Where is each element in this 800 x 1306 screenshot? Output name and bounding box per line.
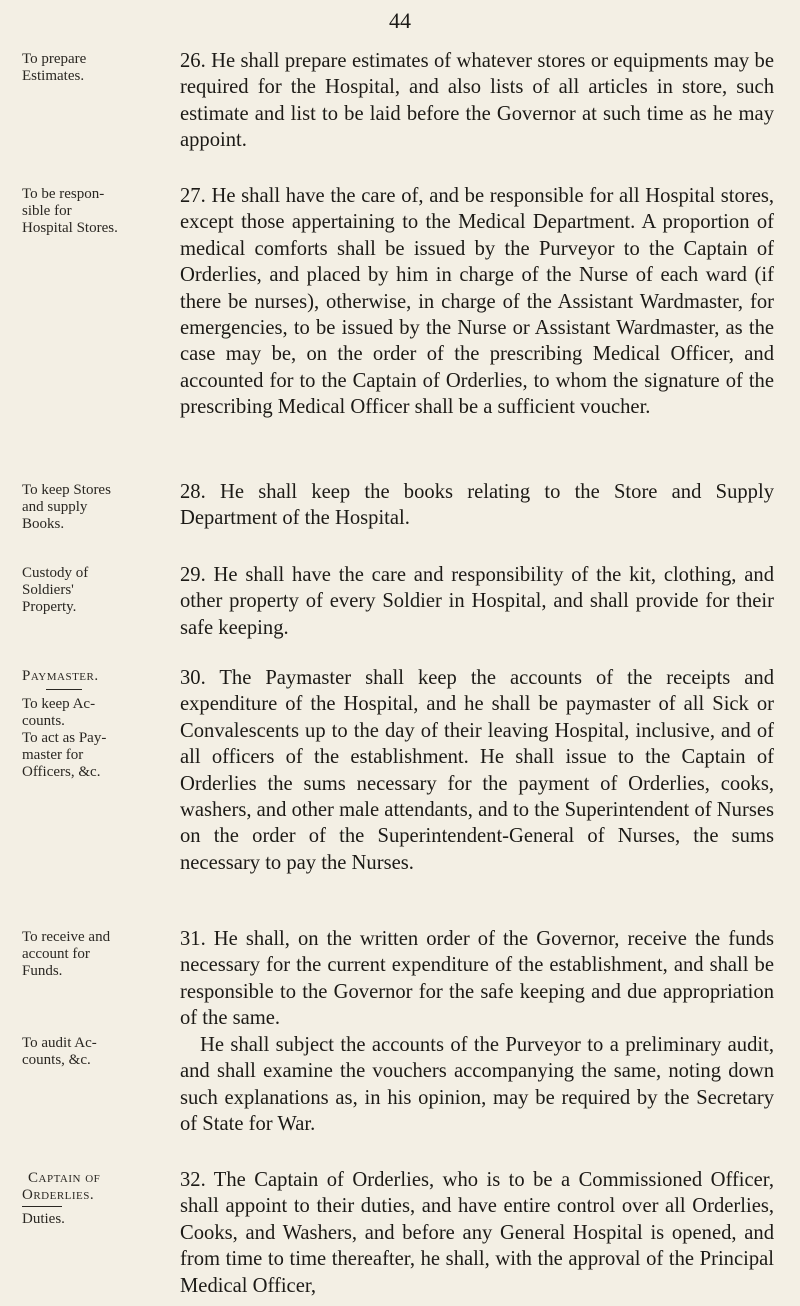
- paragraph-30: 30. The Paymaster shall keep the accounts of the receipts and expenditure of the Hospital, and he shall be paymaster of all Sick or Convalescents up to the day of their leaving Hospital, inclusive, and of all officers of the establishment. He shall issue to the Captain of Orderlies the sums necessary for the payment of Orderlies, cooks, washers, and other male attendants, and to the Superintendent of Nurses on the order of the Superintendent-General of Nurses, the sums necessary to pay the Nurses.: [180, 667, 774, 874]
- paragraph-audit: He shall subject the accounts of the Purveyor to a preliminary audit, and shall examine the vouchers accompanying the same, noting down such explanations as, in his opinion, may be required by the Secretary of State for War.: [180, 1034, 774, 1136]
- section-heading-captain: Captain of: [28, 1170, 101, 1186]
- margin-note-line: counts.: [22, 713, 65, 729]
- margin-note-line: Hospital Stores.: [22, 220, 118, 236]
- margin-note-line: Duties.: [22, 1211, 65, 1227]
- margin-note-line: Books.: [22, 516, 65, 532]
- margin-note-line: To receive and: [22, 929, 111, 945]
- margin-note-line: Custody of: [22, 565, 89, 581]
- paragraph-26: 26. He shall prepare estimates of whatever stores or equipments may be required for the Hospital, and also lists of all articles in store, such estimate and list to be laid before the Governor at such time as he may appoint.: [180, 50, 774, 152]
- margin-note: [22, 668, 174, 781]
- margin-note-line: To prepare: [22, 51, 87, 67]
- margin-note-line: sible for: [22, 203, 72, 219]
- paragraph-27: 27. He shall have the care of, and be responsible for all Hospital stores, except those appertaining to the Medical Department. A proportion of medical comforts shall be issued by the Purveyor to the Captain of Orderlies, and placed by him in charge of the Nurse of each ward (if there be nurses), otherwise, in charge of the Assistant Wardmaster, for emergencies, to be issued by the Nurse or Assistant Wardmaster, as the case may be, on the order of the prescribing Medical Officer, and accounted for to the Captain of Orderlies, to whom the signature of the prescribing Medical Officer shall be a sufficient voucher.: [180, 185, 774, 419]
- margin-note-line: Property.: [22, 599, 77, 615]
- margin-note: [22, 1035, 174, 1069]
- paragraph-28: 28. He shall keep the books relating to the Store and Supply Department of the Hospital.: [180, 481, 774, 530]
- margin-note: [22, 1170, 174, 1228]
- margin-note-line: To be respon-: [22, 186, 105, 202]
- margin-note-line: To keep Stores: [22, 482, 111, 498]
- paragraph-31: 31. He shall, on the written order of the Governor, receive the funds necessary for the current expenditure of the establishment, and shall be responsible to the Governor for the safe keeping and due appropriation of the same.: [180, 928, 774, 1030]
- margin-note: [22, 565, 174, 616]
- margin-note: [22, 186, 174, 237]
- paragraph-32: 32. The Captain of Orderlies, who is to be a Commissioned Officer, shall appoint to their duties, and have entire control over all Orderlies, Cooks, and Washers, and before any General Hospital is opened, and from time to time thereafter, he shall, with the approval of the Principal Medical Officer,: [180, 1169, 774, 1297]
- margin-note-line: account for: [22, 946, 90, 962]
- margin-note-line: To keep Ac-: [22, 696, 96, 712]
- margin-note-line: counts, &c.: [22, 1052, 91, 1068]
- margin-note-line: Estimates.: [22, 68, 85, 84]
- section-heading-orderlies: Orderlies.: [22, 1187, 95, 1203]
- heading-rule: [46, 689, 82, 690]
- margin-note: [22, 929, 174, 980]
- margin-note-line: and supply: [22, 499, 88, 515]
- margin-note-line: To act as Pay-: [22, 730, 107, 746]
- margin-note: [22, 51, 174, 85]
- margin-note-line: master for: [22, 747, 84, 763]
- page-number: 44: [389, 8, 411, 33]
- margin-note-line: Funds.: [22, 963, 63, 979]
- paragraph-29: 29. He shall have the care and responsibility of the kit, clothing, and other property of every Soldier in Hospital, and shall provide for their safe keeping.: [180, 564, 774, 639]
- section-heading-paymaster: Paymaster.: [22, 668, 99, 684]
- heading-rule: [22, 1206, 62, 1207]
- margin-note-line: Soldiers': [22, 582, 74, 598]
- margin-note-line: To audit Ac-: [22, 1035, 97, 1051]
- margin-note-line: Officers, &c.: [22, 764, 101, 780]
- margin-note: [22, 482, 174, 533]
